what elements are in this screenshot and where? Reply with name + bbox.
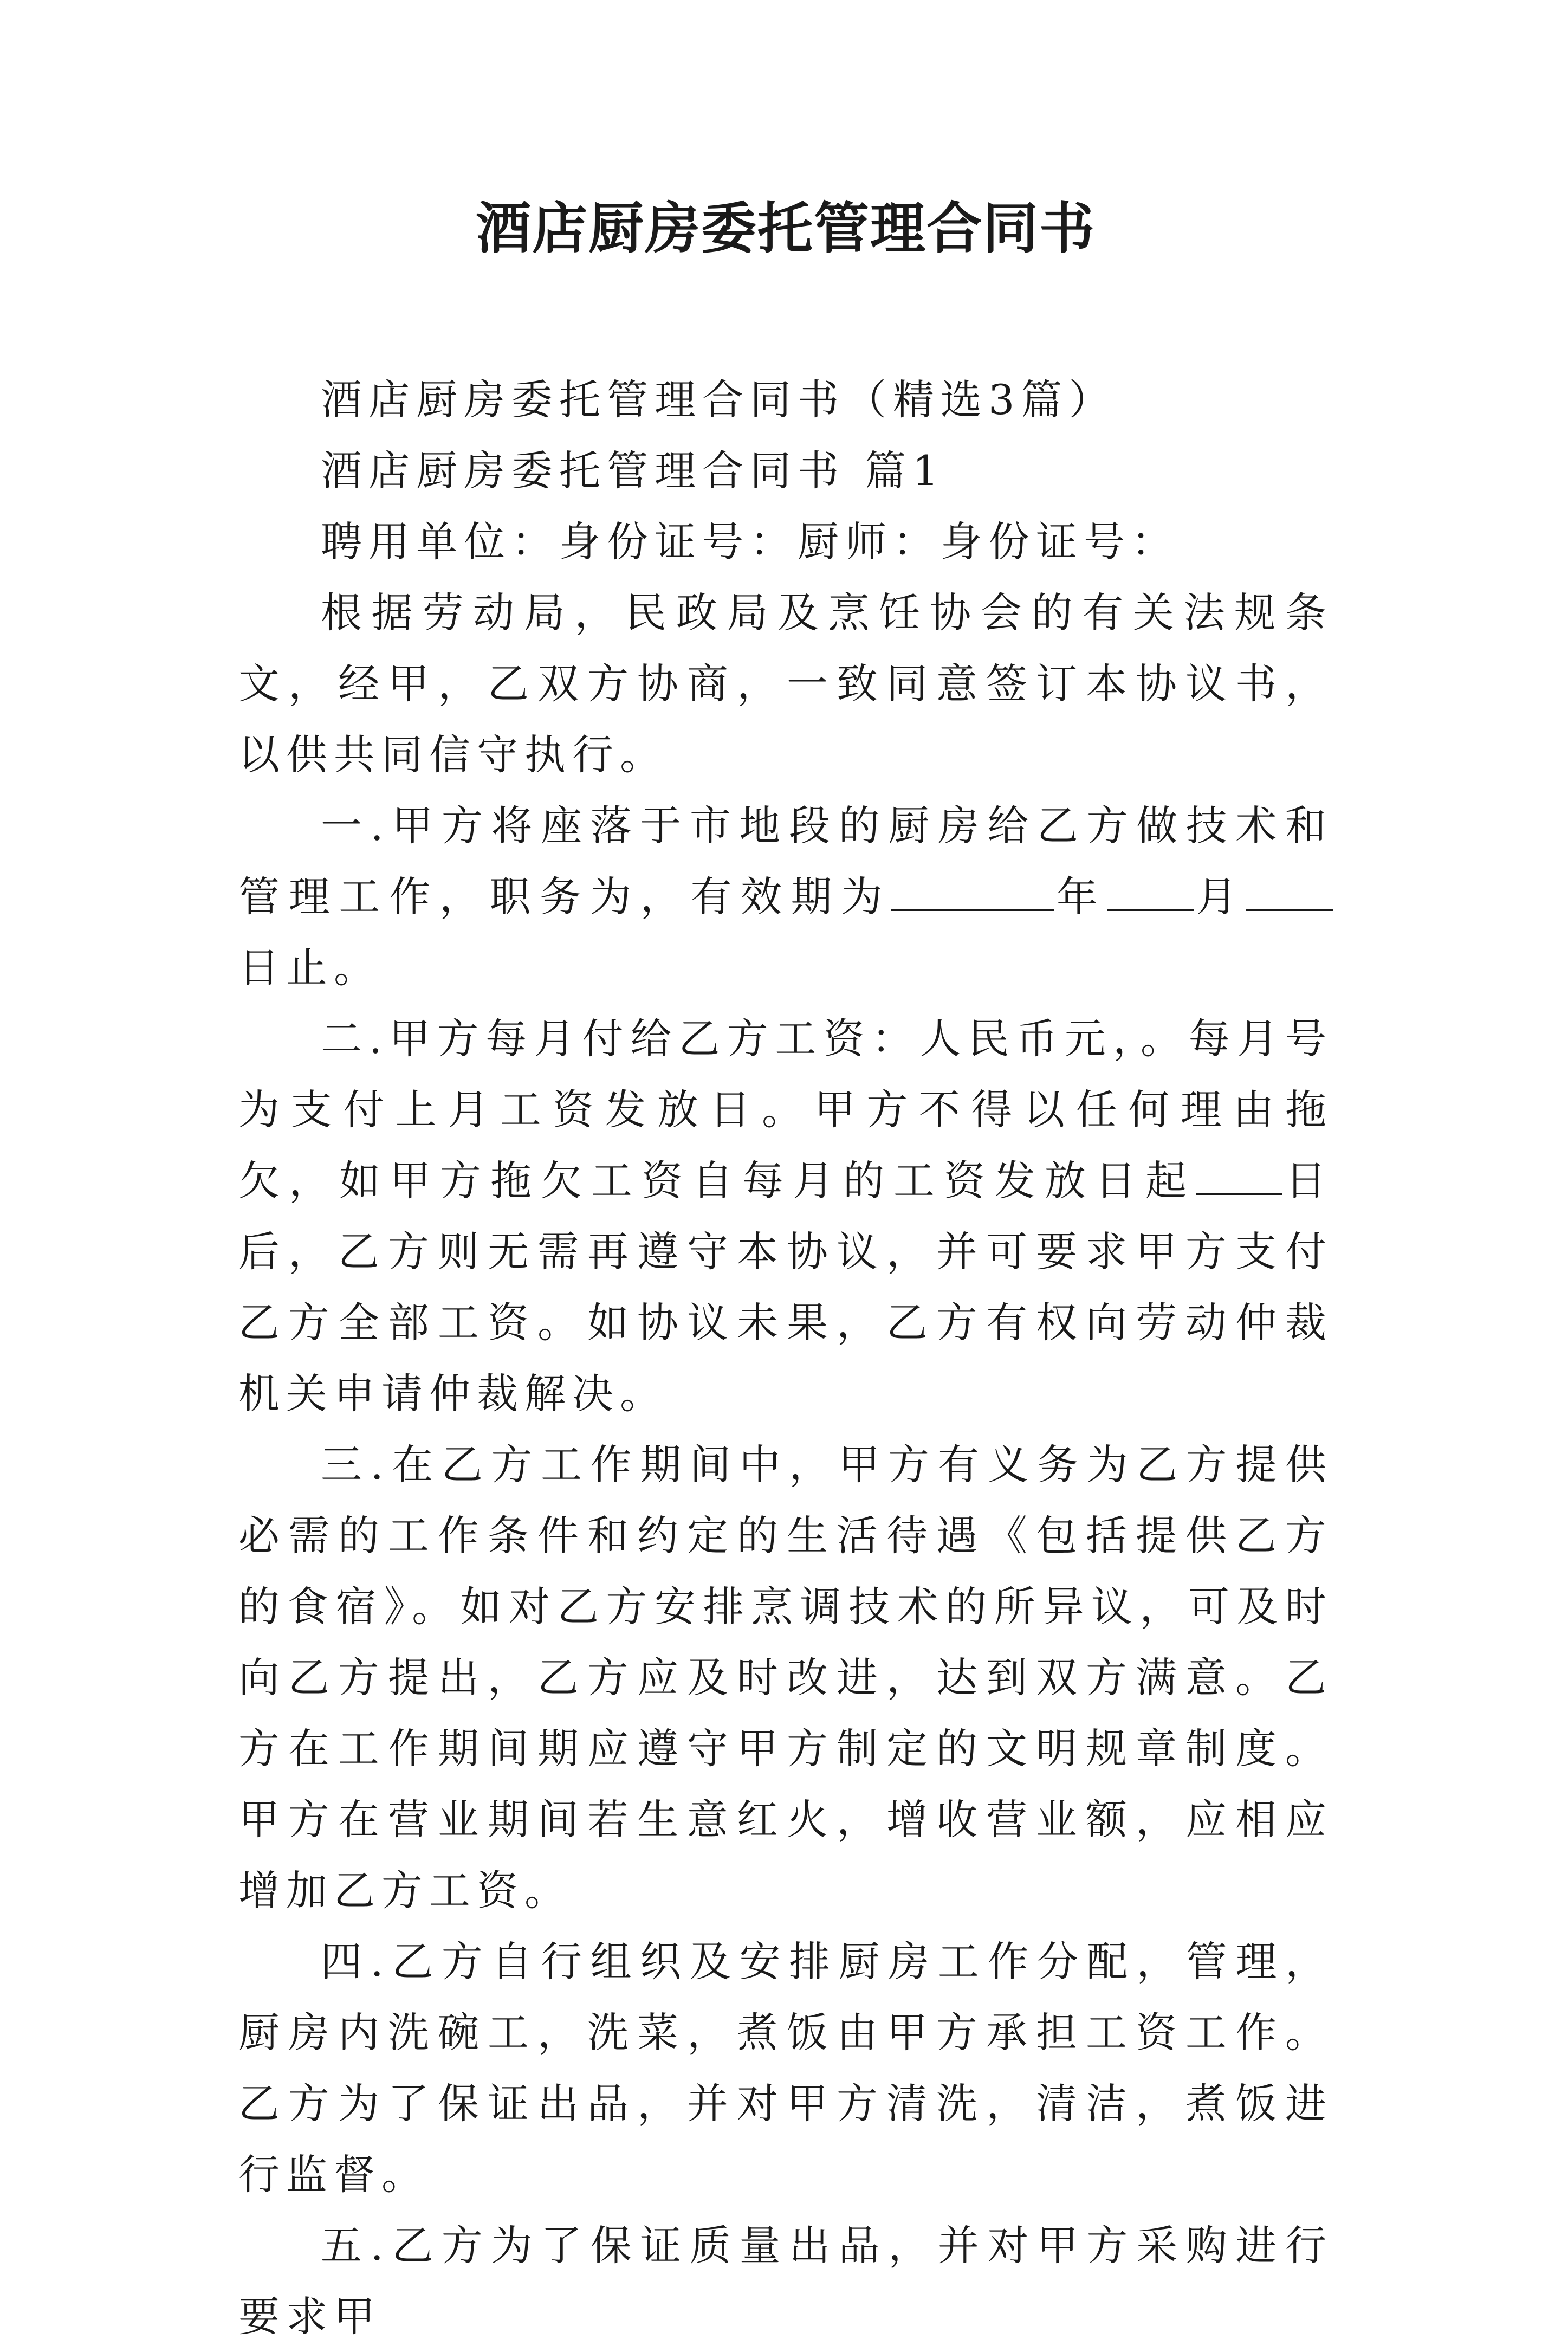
day-blank bbox=[1246, 871, 1333, 911]
clause-3: 三.在乙方工作期间中，甲方有义务为乙方提供必需的工作条件和约定的生活待遇《包括提供乙方的食宿》。如对乙方安排烹调技术的所异议，可及时向乙方提出，乙方应及时改进，达到双方满意。乙方在工作期间期应遵守甲方制定的文明规章制度。甲方在营业期间若生意红火，增收营业额，应相应增加乙方工资。 bbox=[238, 1440, 1333, 1915]
subtitle: 酒店厨房委托管理合同书（精选3篇） bbox=[321, 376, 1117, 424]
clause-1-text: 一.甲方将座落于市地段的厨房给乙方做技术和管理工作，职务为，有效期为 bbox=[238, 802, 1333, 921]
clause-2-text-before: 二.甲方每月付给乙方工资：人民币元，。每月号为支付上月工资发放日。甲方不得以任何理由拖欠，如甲方拖欠工资自每月的工资发放日起 bbox=[238, 1015, 1333, 1205]
year-blank bbox=[891, 871, 1054, 911]
month-blank bbox=[1107, 871, 1194, 911]
clause-5: 五.乙方为了保证质量出品，并对甲方采购进行要求甲 bbox=[238, 2221, 1333, 2341]
clause-2-text-after: 日后，乙方则无需再遵守本协议，并可要求甲方支付乙方全部工资。如协议未果，乙方有权向劳动仲裁机关申请仲裁解决。 bbox=[238, 1156, 1333, 1418]
clause-4: 四.乙方自行组织及安排厨房工作分配，管理，厨房内洗碗工，洗菜，煮饭由甲方承担工资工作。乙方为了保证出品，并对甲方清洗，清洁，煮饭进行监督。 bbox=[238, 1937, 1333, 2199]
parties-line: 聘用单位：身份证号：厨师：身份证号： bbox=[321, 518, 1179, 566]
day-end-label: 日止。 bbox=[238, 944, 381, 992]
clause-2 bbox=[238, 1003, 1333, 1429]
days-blank bbox=[1196, 1155, 1282, 1195]
month-label: 月 bbox=[1193, 873, 1247, 921]
document-body bbox=[238, 364, 1333, 2352]
intro-paragraph: 根据劳动局，民政局及烹饪协会的有关法规条文，经甲，乙双方协商，一致同意签订本协议书，以供共同信守执行。 bbox=[238, 589, 1333, 779]
clause-1 bbox=[238, 790, 1333, 1003]
document-title: 酒店厨房委托管理合同书 bbox=[476, 196, 1096, 261]
year-label: 年 bbox=[1054, 873, 1107, 921]
part-heading: 酒店厨房委托管理合同书 篇1 bbox=[321, 447, 945, 495]
